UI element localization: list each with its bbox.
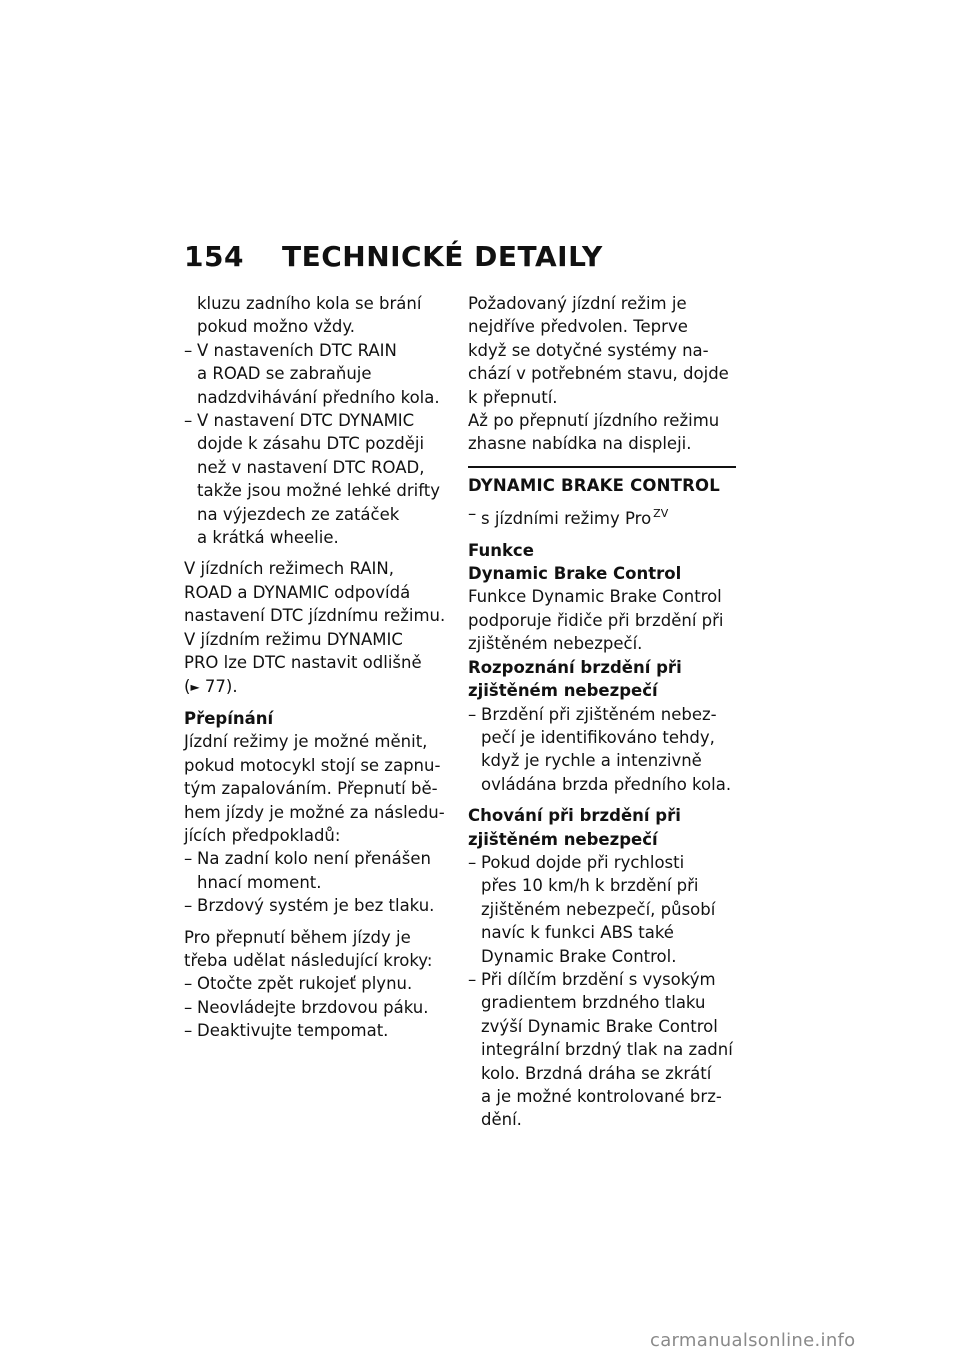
text-line: PRO lze DTC nastavit odlišně bbox=[184, 653, 422, 673]
text-line: Až po přepnutí jízdního režimu bbox=[468, 411, 720, 431]
dash-bullet: – bbox=[468, 704, 477, 724]
text-line: nejdříve předvolen. Teprve bbox=[468, 317, 688, 337]
text-line: dojde k zásahu DTC později bbox=[197, 434, 425, 454]
text-line: Pokud dojde při rychlosti bbox=[481, 852, 685, 872]
dash-bullet: – bbox=[184, 340, 193, 360]
dash-bullet: – bbox=[468, 852, 477, 872]
list-item bbox=[184, 409, 456, 549]
text-line: zjištěném nebezpečí. bbox=[468, 634, 643, 654]
dash-bullet: – bbox=[184, 974, 193, 994]
text-line: nastavení DTC jízdnímu režimu. bbox=[184, 606, 446, 626]
text-line: zjištěném nebezpečí, působí bbox=[481, 899, 716, 919]
text-line: chází v potřebném stavu, dojde bbox=[468, 364, 729, 384]
text-line: podporuje řidiče při brzdění při bbox=[468, 610, 724, 630]
text-line: Dynamic Brake Control. bbox=[481, 946, 677, 966]
text-line: takže jsou možné lehké drifty bbox=[197, 481, 441, 501]
text-line: zvýší Dynamic Brake Control bbox=[481, 1016, 718, 1036]
text-line: pečí je identifikováno tehdy, bbox=[481, 727, 715, 747]
dash-bullet: – bbox=[184, 849, 193, 869]
text-line: když je rychle a intenzivně bbox=[481, 751, 702, 771]
section-heading: Přepínání bbox=[184, 708, 274, 728]
text-line: Otočte zpět rukojeť plynu. bbox=[197, 974, 413, 994]
text-line: Dynamic Brake Control bbox=[468, 564, 682, 584]
watermark: carmanualsonline.info bbox=[650, 1330, 856, 1351]
sub-heading bbox=[468, 539, 740, 586]
text-line: a krátká wheelie. bbox=[197, 528, 339, 548]
text-line: Chování při brzdění při bbox=[468, 806, 681, 826]
text-line: a ROAD se zabraňuje bbox=[197, 364, 372, 384]
list-item bbox=[468, 502, 740, 530]
text-line: nadzdvihávání předního kola. bbox=[197, 387, 440, 407]
text-line: Pro přepnutí během jízdy je bbox=[184, 927, 411, 947]
text-line: Na zadní kolo není přenášen bbox=[197, 849, 431, 869]
page-reference[interactable]: (► 77). bbox=[184, 675, 456, 699]
text-line: k přepnutí. bbox=[468, 387, 558, 407]
text-line: a je možné kontrolované brz- bbox=[481, 1087, 722, 1106]
text-line: jících předpokladů: bbox=[184, 825, 341, 845]
text-line: pokud motocykl stojí se zapnu- bbox=[184, 755, 441, 775]
dash-bullet: – bbox=[184, 896, 193, 916]
sub-heading bbox=[468, 804, 740, 851]
dash-bullet: – bbox=[468, 969, 477, 989]
list-item bbox=[468, 703, 740, 797]
list-item bbox=[184, 339, 456, 409]
paragraph bbox=[184, 926, 456, 973]
text-line: V jízdním režimu DYNAMIC bbox=[184, 629, 403, 649]
text-line: Deaktivujte tempomat. bbox=[197, 1021, 389, 1041]
dash-bullet: – bbox=[184, 411, 193, 431]
text-line: tým zapalováním. Přepnutí bě- bbox=[184, 779, 438, 799]
text-line: Neovládejte brzdovou páku. bbox=[197, 997, 429, 1017]
text-line: dění. bbox=[481, 1110, 522, 1130]
dash-bullet: – bbox=[468, 504, 477, 524]
optional-equipment-marker: ZV bbox=[653, 507, 669, 521]
page-number: 154 bbox=[184, 240, 244, 273]
text-line: Brzdění při zjištěném nebez- bbox=[481, 704, 717, 724]
page-reference-number: 77). bbox=[204, 676, 238, 696]
text-line: přes 10 km/h k brzdění při bbox=[481, 876, 699, 896]
list-item bbox=[468, 851, 740, 968]
text-line: Brzdový systém je bez tlaku. bbox=[197, 896, 435, 916]
text-line: gradientem brzdného tlaku bbox=[481, 993, 706, 1013]
text-line: když se dotyčné systémy na- bbox=[468, 340, 709, 360]
paragraph-continuation bbox=[184, 292, 456, 339]
text-line: zjištěném nebezpečí bbox=[468, 829, 658, 849]
text-line: V nastavení DTC DYNAMIC bbox=[197, 411, 415, 431]
text-line: kluzu zadního kola se brání bbox=[197, 294, 422, 313]
text-line: než v nastavení DTC ROAD, bbox=[197, 457, 425, 477]
text-line: zhasne nabídka na displeji. bbox=[468, 434, 692, 454]
paragraph bbox=[468, 292, 740, 456]
text-line: navíc k funkci ABS také bbox=[481, 923, 674, 943]
text-line: hem jízdy je možné za následu- bbox=[184, 802, 445, 822]
text-line: na výjezdech ze zatáček bbox=[197, 504, 400, 524]
page-title: TECHNICKÉ DETAILY bbox=[282, 240, 603, 273]
text-line: kolo. Brzdná dráha se zkrátí bbox=[481, 1063, 712, 1083]
paragraph bbox=[184, 730, 456, 847]
text-line: zjištěném nebezpečí bbox=[468, 681, 658, 701]
text-line: Požadovaný jízdní režim je bbox=[468, 294, 687, 313]
dash-bullet: – bbox=[184, 997, 193, 1017]
section-divider bbox=[468, 466, 736, 468]
paragraph bbox=[468, 585, 740, 655]
dash-bullet: – bbox=[184, 1021, 193, 1041]
text-line: ROAD a DYNAMIC odpovídá bbox=[184, 582, 411, 602]
page-reference-arrow-icon: ► bbox=[190, 679, 200, 694]
text-line: V nastaveních DTC RAIN bbox=[197, 340, 397, 360]
text-line: pokud možno vždy. bbox=[197, 317, 355, 337]
sub-heading bbox=[468, 656, 740, 703]
text-line: Jízdní režimy je možné měnit, bbox=[184, 732, 428, 752]
text-line: V jízdních režimech RAIN, bbox=[184, 559, 395, 579]
text-line: třeba udělat následující kroky: bbox=[184, 950, 433, 970]
text-line: integrální brzdný tlak na zadní bbox=[481, 1040, 733, 1060]
list-item bbox=[184, 996, 456, 1019]
text-line: hnací moment. bbox=[197, 872, 322, 892]
right-column bbox=[468, 292, 740, 1132]
text-line: Při dílčím brzdění s vysokým bbox=[481, 969, 716, 989]
text-line: Funkce Dynamic Brake Control bbox=[468, 587, 722, 607]
text-line: Funkce bbox=[468, 540, 534, 560]
list-item bbox=[184, 894, 456, 917]
list-item bbox=[468, 968, 740, 1132]
list-item bbox=[184, 1019, 456, 1042]
left-column bbox=[184, 292, 456, 1043]
section-heading-dynamic-brake-control: DYNAMIC BRAKE CONTROL bbox=[468, 475, 720, 495]
paragraph bbox=[184, 557, 456, 698]
text-line: Rozpoznání brzdění při bbox=[468, 657, 682, 677]
list-item bbox=[184, 972, 456, 995]
list-item bbox=[184, 847, 456, 894]
text-line: ovládána brzda předního kola. bbox=[481, 774, 732, 794]
text-line: s jízdními režimy Pro bbox=[481, 509, 652, 529]
